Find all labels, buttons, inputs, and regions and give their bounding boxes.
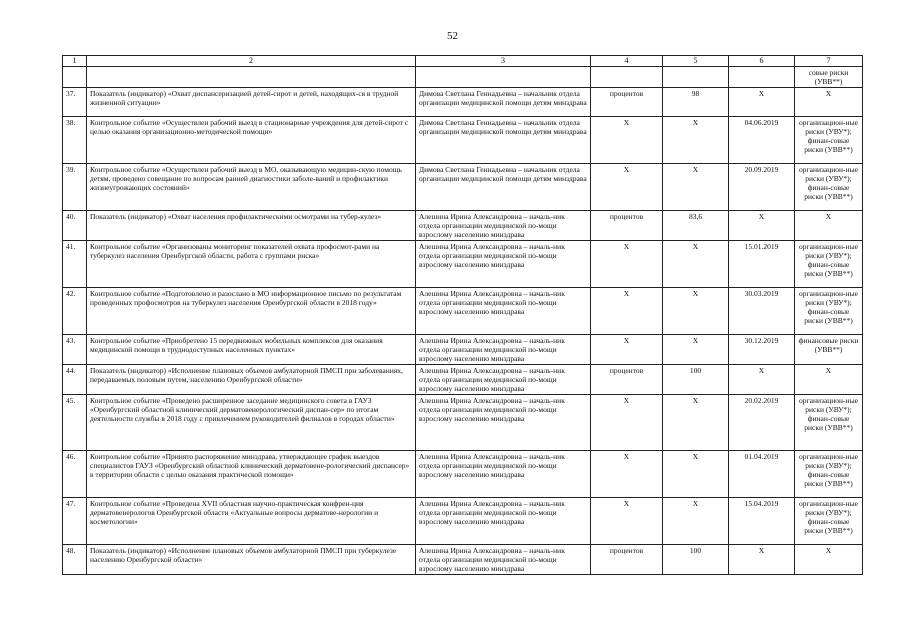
unit-cell: X — [591, 451, 663, 498]
row-number: 42. — [63, 288, 87, 335]
row-description: Контрольное событие «Подготовлено и разослано в МО информационное письмо по результатам проведенных профосмотров на туберкулез населения Оренбургской области в 2018 году» — [87, 288, 416, 335]
row-description: Контрольное событие «Проведено расширенное заседание медицинского совета в ГАУЗ «Оренбургский областной клинический дерматовенерологический диспан-сер» по итогам деятельности службы в 2018 году с привлечением руководителей филиалов в городах области» — [87, 395, 416, 451]
responsible-person: Димова Светлана Геннадьевна – начальник отдела организации медицинской помощи детям минздрава — [416, 117, 591, 164]
risk-cell: организацион-ные риски (УВУ*); финан-совые риски (УВВ**) — [795, 395, 863, 451]
control-events-table — [62, 55, 863, 575]
risk-cell: организацион-ные риски (УВУ*); финан-совые риски (УВВ**) — [795, 164, 863, 211]
risk-cell: X — [795, 211, 863, 241]
row-number: 41. — [63, 241, 87, 288]
row-number: 43. — [63, 335, 87, 365]
date-cell: X — [729, 365, 795, 395]
value-cell: X — [663, 241, 729, 288]
column-header: 3 — [416, 56, 591, 67]
table-row — [63, 545, 863, 575]
unit-cell: процентов — [591, 545, 663, 575]
responsible-person: Димова Светлана Геннадьевна – начальник отдела организации медицинской помощи детям минздрава — [416, 88, 591, 117]
unit-cell: X — [591, 335, 663, 365]
column-header: 5 — [663, 56, 729, 67]
page-number: 52 — [447, 30, 458, 42]
date-cell: 20.02.2019 — [729, 395, 795, 451]
row-description: Показатель (индикатор) «Исполнение плановых объемов амбулаторной ПМСП при заболеваниях, передаваемых половым путем, населению Оренбургской области» — [87, 365, 416, 395]
unit-cell: X — [591, 288, 663, 335]
risk-cell: X — [795, 365, 863, 395]
value-cell: X — [663, 395, 729, 451]
risk-cell: организацион-ные риски (УВУ*); финан-совые риски (УВВ**) — [795, 241, 863, 288]
table-row — [63, 498, 863, 545]
value-cell: X — [663, 117, 729, 164]
unit-cell: X — [591, 117, 663, 164]
table-row — [63, 365, 863, 395]
unit-cell: X — [591, 395, 663, 451]
table-row — [63, 164, 863, 211]
responsible-person: Алешина Ирина Александровна – началь-ник отдела организации медицинской по-мощи взрослому населению минздрава — [416, 211, 591, 241]
row-description: Контрольное событие «Осуществлен рабочий выезд в МО, оказывающую медицин-скую помощь детям, проведено совещание по вопросам ранней диагностики заболе-ваний и профилактики жизнеугрожающих состояний» — [87, 164, 416, 211]
responsible-person: Алешина Ирина Александровна – началь-ник отдела организации медицинской по-мощи взрослому населению минздрава — [416, 498, 591, 545]
value-cell: 83,6 — [663, 211, 729, 241]
row-number: 40. — [63, 211, 87, 241]
row-number: 48. — [63, 545, 87, 575]
date-cell: X — [729, 545, 795, 575]
row-number: 46. — [63, 451, 87, 498]
table-row — [63, 241, 863, 288]
row-description: Контрольное событие «Организованы мониторинг показателей охвата профосмот-рами на туберкулез населения Оренбургской области, работа с группами риска» — [87, 241, 416, 288]
date-cell: 30.12.2019 — [729, 335, 795, 365]
date-cell: 01.04.2019 — [729, 451, 795, 498]
value-cell: X — [663, 498, 729, 545]
risk-cell: организацион-ные риски (УВУ*); финан-совые риски (УВВ**) — [795, 288, 863, 335]
unit-cell: процентов — [591, 365, 663, 395]
row-number: 38. — [63, 117, 87, 164]
responsible-person: Алешина Ирина Александровна – началь-ник отдела организации медицинской по-мощи взрослому населению минздрава — [416, 365, 591, 395]
row-number: 37. — [63, 88, 87, 117]
unit-cell: процентов — [591, 88, 663, 117]
column-header: 4 — [591, 56, 663, 67]
table-row — [63, 211, 863, 241]
unit-cell: процентов — [591, 211, 663, 241]
unit-cell: X — [591, 241, 663, 288]
table-row — [63, 451, 863, 498]
risk-cell: финансовые риски (УВВ**) — [795, 335, 863, 365]
date-cell: 15.04.2019 — [729, 498, 795, 545]
row-description: Показатель (индикатор) «Исполнение плановых объемов амбулаторной ПМСП при туберкулезе населению Оренбургской области» — [87, 545, 416, 575]
table-row — [63, 335, 863, 365]
responsible-person: Алешина Ирина Александровна – началь-ник отдела организации медицинской по-мощи взрослому населению минздрава — [416, 241, 591, 288]
row-description: Контрольное событие «Проведена XVII областная научно-практическая конфрен-ция дерматовенерологов Оренбургской области «Актуальные вопросы дерматове-нерологии и косметологии» — [87, 498, 416, 545]
risk-cell: X — [795, 88, 863, 117]
value-cell: 100 — [663, 365, 729, 395]
column-header: 1 — [63, 56, 87, 67]
row-description: Контрольное событие «Принято распоряжение минздрава, утверждающее график выездов специалистов ГАУЗ «Оренбургский областной клинический дерматовене-рологический диспансер» в территории области с целью оказания практической помощи» — [87, 451, 416, 498]
risk-cell: организацион-ные риски (УВУ*); финан-совые риски (УВВ**) — [795, 451, 863, 498]
value-cell: X — [663, 335, 729, 365]
risk-cell: организацион-ные риски (УВУ*); финан-совые риски (УВВ**) — [795, 117, 863, 164]
continuation-row — [63, 67, 863, 88]
date-cell: X — [729, 211, 795, 241]
row-description: Контрольное событие «Осуществлен рабочий выезд в стационарные учреждения для детей-сирот с целью оказания организационно-методической помощи» — [87, 117, 416, 164]
date-cell: X — [729, 88, 795, 117]
unit-cell: X — [591, 498, 663, 545]
row-description: Показатель (индикатор) «Охват диспансеризацией детей-сирот и детей, находящих-ся в трудной жизненной ситуации» — [87, 88, 416, 117]
value-cell: 100 — [663, 545, 729, 575]
row-number: 47. — [63, 498, 87, 545]
value-cell: X — [663, 288, 729, 335]
table-row — [63, 288, 863, 335]
column-header: 2 — [87, 56, 416, 67]
column-header: 7 — [795, 56, 863, 67]
value-cell: 98 — [663, 88, 729, 117]
value-cell: X — [663, 164, 729, 211]
table-row — [63, 117, 863, 164]
column-header: 6 — [729, 56, 795, 67]
responsible-person: Алешина Ирина Александровна – началь-ник отдела организации медицинской по-мощи взрослому населению минздрава — [416, 545, 591, 575]
row-description: Показатель (индикатор) «Охват населения профилактическими осмотрами на тубер-кулез» — [87, 211, 416, 241]
table-row — [63, 395, 863, 451]
responsible-person: Алешина Ирина Александровна – началь-ник отдела организации медицинской по-мощи взрослому населению минздрава — [416, 335, 591, 365]
column-number-row — [63, 56, 863, 67]
date-cell: 30.03.2019 — [729, 288, 795, 335]
responsible-person: Алешина Ирина Александровна – началь-ник отдела организации медицинской по-мощи взрослому населению минздрава — [416, 451, 591, 498]
row-number: 39. — [63, 164, 87, 211]
row-number: 45. — [63, 395, 87, 451]
date-cell: 15.01.2019 — [729, 241, 795, 288]
value-cell: X — [663, 451, 729, 498]
responsible-person: Алешина Ирина Александровна – началь-ник отдела организации медицинской по-мощи взрослому населению минздрава — [416, 288, 591, 335]
risk-cell: совые риски (УВВ**) — [795, 67, 863, 88]
responsible-person: Алешина Ирина Александровна – началь-ник отдела организации медицинской по-мощи взрослому населению минздрава — [416, 395, 591, 451]
responsible-person: Димова Светлана Геннадьевна – начальник отдела организации медицинской помощи детям минздрава — [416, 164, 591, 211]
table-row — [63, 88, 863, 117]
row-number: 44. — [63, 365, 87, 395]
risk-cell: X — [795, 545, 863, 575]
date-cell: 04.06.2019 — [729, 117, 795, 164]
risk-cell: организацион-ные риски (УВУ*); финан-совые риски (УВВ**) — [795, 498, 863, 545]
date-cell: 20.09.2019 — [729, 164, 795, 211]
unit-cell: X — [591, 164, 663, 211]
row-description: Контрольное событие «Приобретено 15 передвижных мобильных комплексов для оказания медицинской помощи в труднодоступных населенных пунктах» — [87, 335, 416, 365]
